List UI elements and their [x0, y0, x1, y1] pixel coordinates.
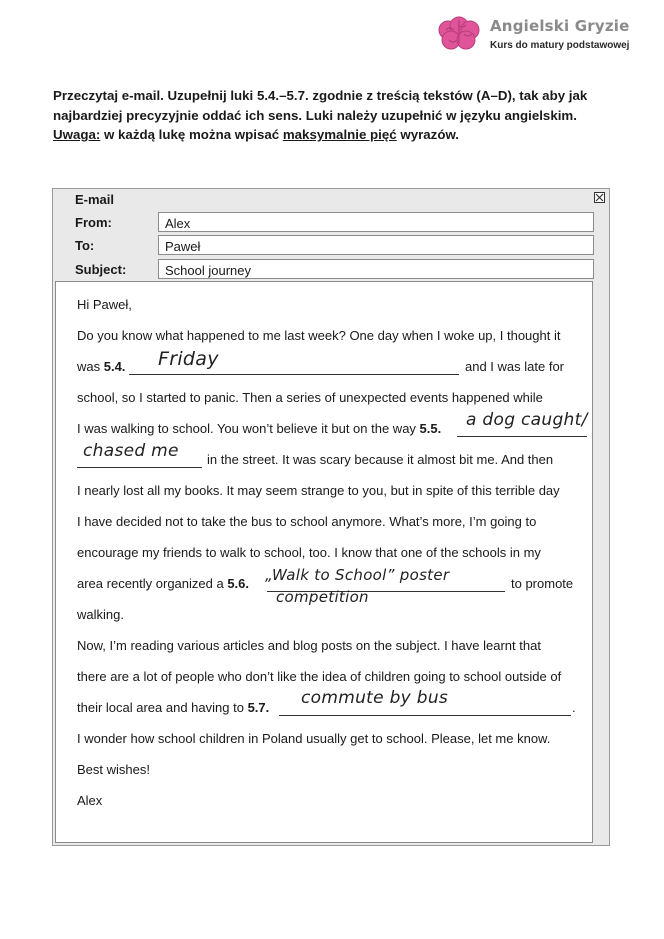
body-line: was 5.4. [77, 359, 126, 374]
gap-5-5-line-cont[interactable] [77, 467, 202, 468]
gap-number-5-4: 5.4. [103, 359, 126, 374]
from-label: From: [75, 215, 112, 230]
answer-5-5-line1: a dog caught/ [466, 410, 588, 430]
email-body[interactable] [55, 281, 593, 843]
brand-name: Angielski Gryzie [490, 17, 630, 35]
gap-number-5-6: 5.6. [227, 576, 249, 591]
note-label: Uwaga: [53, 127, 101, 142]
gap-number-5-7: 5.7. [247, 700, 270, 715]
to-label: To: [75, 238, 95, 253]
brand-tagline: Kurs do matury podstawowej [490, 40, 630, 51]
answer-5-7: commute by bus [301, 688, 449, 708]
to-field[interactable]: Paweł [158, 235, 594, 255]
from-field[interactable]: Alex [158, 212, 594, 232]
body-line: there are a lot of people who don’t like the idea of children going to school outside of [77, 669, 562, 684]
greeting: Hi Paweł, [77, 297, 132, 312]
instructions-note [53, 125, 613, 145]
body-line: area recently organized a 5.6. [77, 576, 249, 591]
body-line: encourage my friends to walk to school, too. I know that one of the schools in my [77, 545, 541, 560]
close-icon[interactable] [594, 192, 605, 203]
closing: Best wishes! [77, 762, 150, 777]
gap-5-4-line[interactable] [129, 374, 459, 375]
subject-label: Subject: [75, 262, 127, 277]
task-instructions [53, 86, 613, 145]
answer-5-6-line2: competition [276, 588, 369, 606]
body-line: and I was late for [465, 359, 564, 374]
body-line: I have decided not to take the bus to school anymore. What’s more, I’m going to [77, 514, 537, 529]
gap-5-7-line[interactable] [279, 715, 571, 716]
subject-field[interactable]: School journey [158, 259, 594, 279]
body-line: their local area and having to 5.7. [77, 700, 270, 715]
instructions-line: Przeczytaj e-mail. Uzupełnij luki 5.4.–5.7. zgodnie z treścią tekstów (A–D), tak aby jak [53, 88, 588, 103]
signature: Alex [77, 793, 103, 808]
gap-5-5-line[interactable] [457, 436, 587, 437]
note-emphasis: maksymalnie pięć [282, 127, 397, 142]
body-line: . [572, 700, 576, 715]
body-line: Do you know what happened to me last week? One day when I woke up, I thought it [77, 328, 561, 343]
body-line: school, so I started to panic. Then a series of unexpected events happened while [77, 390, 543, 405]
body-line: I wonder how school children in Poland usually get to school. Please, let me know. [77, 731, 551, 746]
gap-number-5-5: 5.5. [419, 421, 442, 436]
body-line: I was walking to school. You won’t believe it but on the way 5.5. [77, 421, 442, 436]
answer-5-5-line2: chased me [83, 441, 179, 461]
instructions-line: najbardziej precyzyjnie oddać ich sens. Luki należy uzupełnić w języku angielskim. [53, 107, 577, 123]
body-line: I nearly lost all my books. It may seem strange to you, but in spite of this terrible day [77, 483, 560, 498]
email-window [52, 188, 610, 846]
note-text: w każdą lukę można wpisać [100, 127, 283, 142]
body-line: walking. [77, 607, 124, 622]
body-line: in the street. It was scary because it almost bit me. And then [207, 452, 554, 467]
body-line: Now, I’m reading various articles and blog posts on the subject. I have learnt that [77, 638, 541, 653]
note-text-end: wyrazów. [396, 127, 459, 142]
window-title: E-mail [75, 192, 115, 207]
answer-5-6-line1: „Walk to School” poster [265, 566, 450, 584]
answer-5-4: Friday [158, 348, 219, 370]
body-line: to promote [511, 576, 574, 591]
brain-icon [436, 16, 482, 54]
